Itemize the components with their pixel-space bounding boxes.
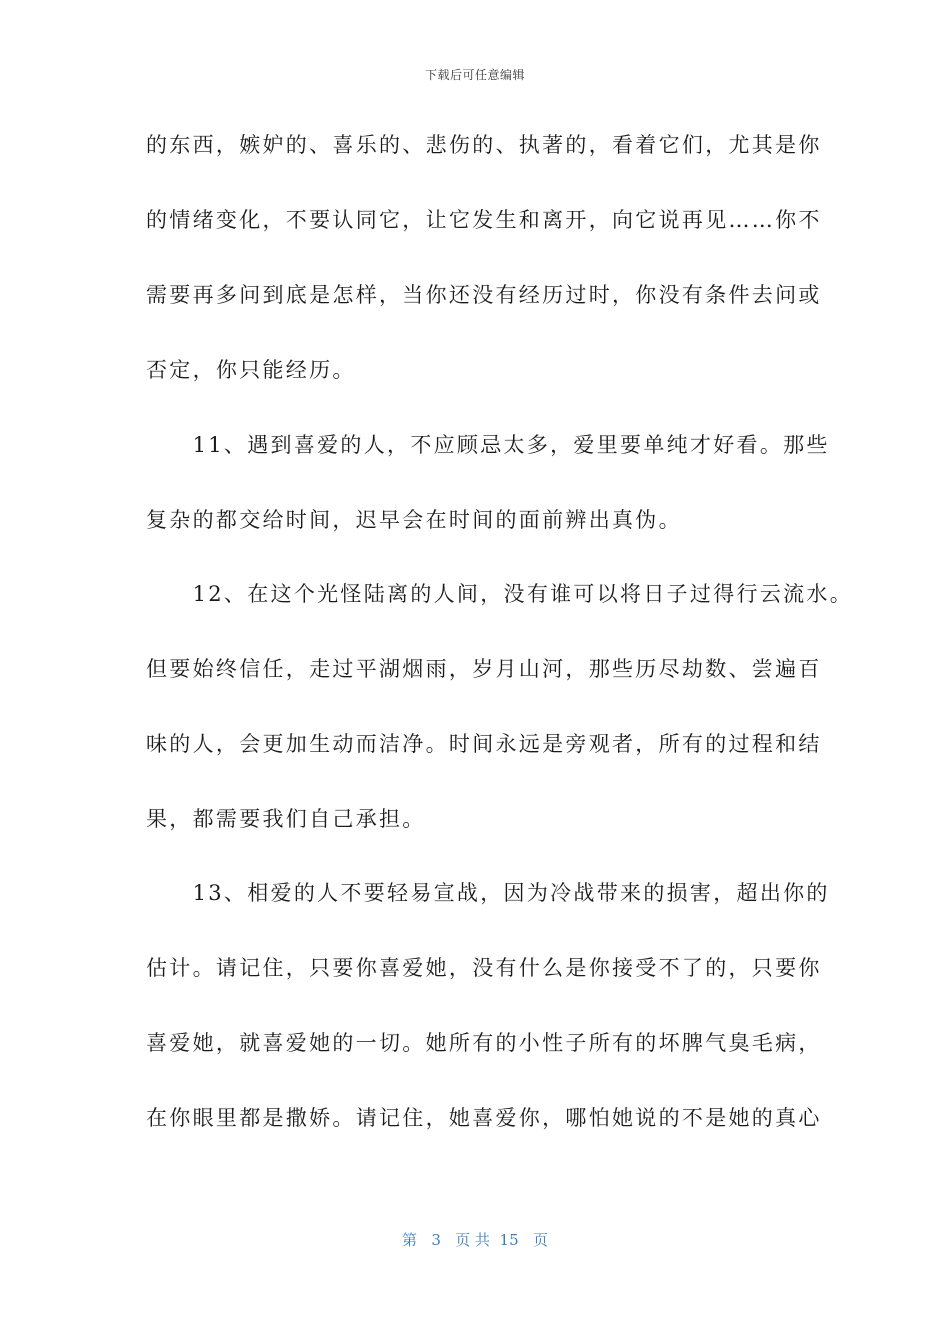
- body-line: 12、在这个光怪陆离的人间，没有谁可以将日子过得行云流水。: [146, 582, 854, 606]
- body-line: 11、遇到喜爱的人，不应顾忌太多，爱里要单纯才好看。那些: [146, 433, 830, 457]
- body-line: 味的人，会更加生动而洁净。时间永远是旁观者，所有的过程和结: [146, 732, 822, 756]
- footer-page-label: 第: [402, 1231, 418, 1249]
- footer-current-page: 3: [431, 1231, 441, 1249]
- footer-pages-label: 页 共: [455, 1231, 490, 1249]
- body-line: 的东西，嫉妒的、喜乐的、悲伤的、执著的，看着它们，尤其是你: [146, 133, 822, 157]
- body-line: 否定，你只能经历。: [146, 358, 356, 382]
- page-header: 下载后可任意编辑: [424, 68, 525, 82]
- footer-end-label: 页: [532, 1231, 548, 1249]
- body-line: 需要再多问到底是怎样，当你还没有经历过时，你没有条件去问或: [146, 283, 822, 307]
- footer-total-pages: 15: [499, 1231, 519, 1249]
- body-line: 的情绪变化，不要认同它，让它发生和离开，向它说再见……你不: [146, 208, 822, 232]
- body-line: 喜爱她，就喜爱她的一切。她所有的小性子所有的坏脾气臭毛病，: [146, 1031, 822, 1055]
- body-line: 13、相爱的人不要轻易宣战，因为冷战带来的损害，超出你的: [146, 881, 830, 905]
- body-line: 复杂的都交给时间，迟早会在时间的面前辨出真伪。: [146, 508, 682, 532]
- body-line: 估计。请记住，只要你喜爱她，没有什么是你接受不了的，只要你: [146, 956, 822, 980]
- body-line: 在你眼里都是撒娇。请记住，她喜爱你，哪怕她说的不是她的真心: [146, 1106, 822, 1130]
- page-footer: [0, 1229, 950, 1250]
- body-line: 但要始终信任，走过平湖烟雨，岁月山河，那些历尽劫数、尝遍百: [146, 657, 822, 681]
- body-line: 果，都需要我们自己承担。: [146, 807, 426, 831]
